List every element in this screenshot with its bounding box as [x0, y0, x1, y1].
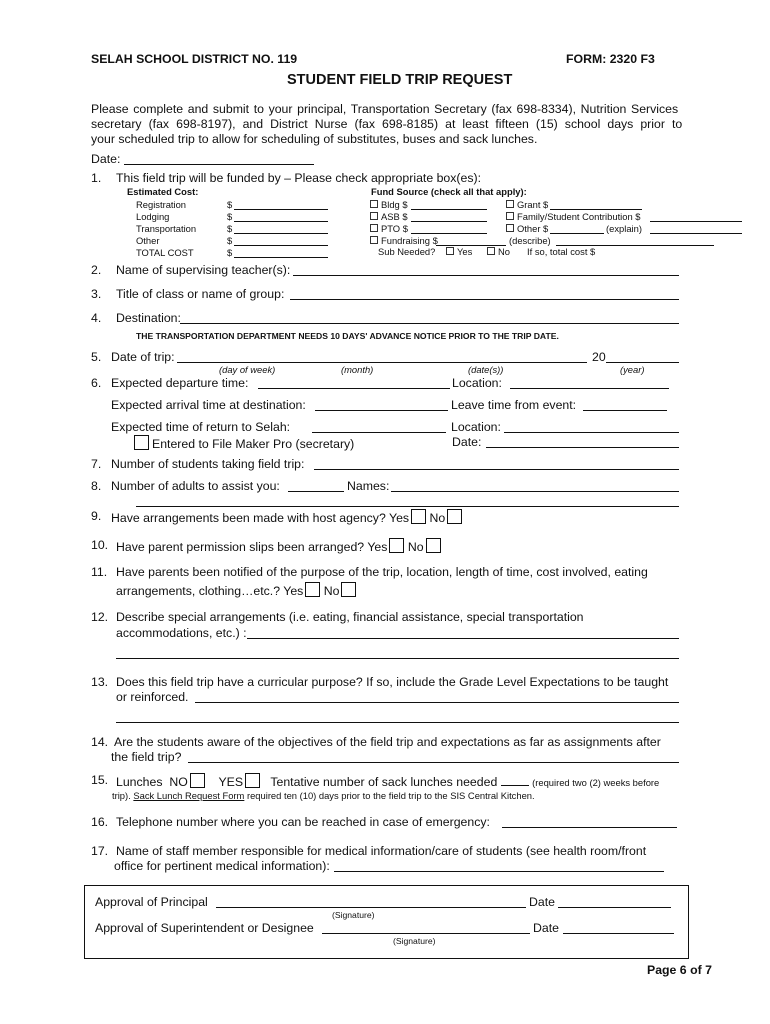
- q16-number: 16.: [91, 815, 109, 829]
- return-location-label: Location:: [451, 420, 501, 434]
- q11-no-checkbox[interactable]: [341, 582, 356, 597]
- superintendent-date-label: Date: [533, 921, 559, 935]
- checkbox-icon[interactable]: [134, 435, 149, 450]
- q7-text: Number of students taking field trip:: [111, 457, 305, 471]
- describe-label: (describe): [509, 235, 551, 246]
- q9-no-checkbox[interactable]: [447, 509, 462, 524]
- q9-text: Have arrangements been made with host agency?: [111, 511, 386, 525]
- q11-line-1: Have parents been notified of the purpose of the trip, location, length of time, cost involved, eating: [116, 565, 648, 579]
- q10-no-label: No: [407, 540, 424, 554]
- fund-header: Fund Source (check all that apply):: [371, 186, 527, 197]
- registration-cost-field[interactable]: [234, 209, 328, 210]
- checkbox-icon[interactable]: [370, 224, 378, 232]
- principal-date-label: Date: [529, 895, 555, 909]
- pto-amount-field[interactable]: [411, 233, 487, 234]
- cost-header: Estimated Cost:: [127, 186, 199, 197]
- lunches-yes-label: YES: [218, 775, 244, 789]
- checkbox-icon[interactable]: [446, 247, 454, 255]
- principal-date-field[interactable]: [558, 907, 671, 908]
- q1-text: This field trip will be funded by – Please check appropriate box(es):: [116, 171, 481, 185]
- sub-total-cost-label: If so, total cost $: [527, 246, 596, 257]
- q2-number: 2.: [91, 263, 102, 277]
- form-number: FORM: 2320 F3: [566, 52, 655, 66]
- trip-year-field[interactable]: [606, 362, 679, 363]
- q1-number: 1.: [91, 171, 102, 185]
- q10-question: [116, 538, 441, 554]
- q4-number: 4.: [91, 311, 102, 325]
- explain-field[interactable]: [650, 233, 742, 234]
- dates-hint: (date(s)): [468, 364, 504, 375]
- curricular-purpose-field[interactable]: [195, 702, 679, 703]
- return-label: Expected time of return to Selah:: [111, 420, 291, 434]
- q5-number: 5.: [91, 350, 102, 364]
- district-name: SELAH SCHOOL DISTRICT NO. 119: [91, 52, 298, 66]
- principal-signature-hint: (Signature): [332, 910, 375, 920]
- transportation-cost-field[interactable]: [234, 233, 328, 234]
- q9-question: [111, 509, 462, 525]
- q11-yes-checkbox[interactable]: [305, 582, 320, 597]
- q10-yes-checkbox[interactable]: [389, 538, 404, 553]
- q16-text: Telephone number where you can be reached in case of emergency:: [116, 815, 490, 829]
- date-field[interactable]: [124, 164, 314, 165]
- bldg-amount-field[interactable]: [411, 209, 487, 210]
- q14-number: 14.: [91, 735, 109, 749]
- lunches-label: Lunches: [116, 775, 163, 789]
- checkbox-icon[interactable]: [370, 212, 378, 220]
- year-hint: (year): [620, 364, 645, 375]
- intro-line-3: your scheduled trip to allow for scheduling of substitutes, buses and sack lunches.: [91, 132, 538, 146]
- date-label: Date:: [91, 152, 121, 166]
- sack-lunch-form-link[interactable]: Sack Lunch Request Form: [133, 790, 245, 801]
- superintendent-signature-field[interactable]: [322, 933, 530, 934]
- checkbox-icon[interactable]: [487, 247, 495, 255]
- checkbox-icon[interactable]: [506, 224, 514, 232]
- page-title: STUDENT FIELD TRIP REQUEST: [287, 72, 513, 88]
- lunches-yes-checkbox[interactable]: [245, 773, 260, 788]
- special-arrangements-field-2[interactable]: [116, 658, 679, 659]
- arrival-time-field[interactable]: [315, 410, 448, 411]
- superintendent-approval-label: Approval of Superintendent or Designee: [95, 921, 314, 935]
- superintendent-date-field[interactable]: [563, 933, 674, 934]
- q13-number: 13.: [91, 675, 109, 689]
- q11-line-2-row: [116, 582, 356, 598]
- cost-label: Lodging: [136, 211, 170, 222]
- explain-label: (explain): [606, 223, 642, 234]
- checkbox-icon[interactable]: [370, 200, 378, 208]
- leave-time-field[interactable]: [583, 410, 667, 411]
- q7-number: 7.: [91, 457, 102, 471]
- q9-no-label: No: [429, 511, 446, 525]
- q17-number: 17.: [91, 844, 109, 858]
- intro-line-2: secretary (fax 698-8197), and District Nurse (fax 698-8185) at least fifteen (15) school days prior to: [91, 117, 683, 131]
- fund-fundraising[interactable]: Fundraising $: [370, 235, 438, 246]
- year-prefix: 20: [592, 350, 606, 364]
- q6-number: 6.: [91, 376, 102, 390]
- principal-approval-label: Approval of Principal: [95, 895, 208, 909]
- trip-date-field[interactable]: [177, 362, 587, 363]
- cost-label: TOTAL COST: [136, 247, 194, 258]
- q14-line-1: Are the students aware of the objectives of the field trip and expectations as far as assignments after: [114, 735, 661, 749]
- other-cost-field[interactable]: [234, 245, 328, 246]
- fund-pto[interactable]: PTO $: [370, 223, 408, 234]
- q11-no-label: No: [323, 584, 340, 598]
- adult-names-field-2[interactable]: [136, 506, 679, 507]
- location-label: Location:: [452, 376, 502, 390]
- entered-date-label: Date:: [452, 435, 482, 449]
- q11-yes-label: Yes: [283, 584, 304, 598]
- q9-number: 9.: [91, 509, 102, 523]
- q11-line-2: arrangements, clothing…etc.?: [116, 584, 281, 598]
- emergency-phone-field[interactable]: [502, 827, 677, 828]
- principal-signature-field[interactable]: [216, 907, 526, 908]
- dollar-sign: $: [227, 199, 233, 210]
- sub-needed-label: Sub Needed?: [378, 246, 436, 257]
- cost-label: Transportation: [136, 223, 197, 234]
- destination-field[interactable]: [180, 323, 679, 324]
- q15-number: 15.: [91, 773, 109, 787]
- q10-number: 10.: [91, 538, 109, 552]
- return-location-field[interactable]: [504, 432, 679, 433]
- dollar-sign: $: [227, 223, 233, 234]
- q8-number: 8.: [91, 479, 102, 493]
- fund-grant[interactable]: Grant $: [506, 199, 548, 210]
- q3-text: Title of class or name of group:: [116, 287, 285, 301]
- sub-needed-no[interactable]: No: [487, 246, 510, 257]
- q14-line-2: the field trip?: [111, 750, 182, 764]
- q12-number: 12.: [91, 610, 109, 624]
- q10-text: Have parent permission slips been arranged?: [116, 540, 365, 554]
- dollar-sign: $: [227, 235, 233, 246]
- q15-line-2-pre: trip).: [112, 790, 131, 801]
- other-amount-field[interactable]: [550, 233, 604, 234]
- teacher-field[interactable]: [293, 275, 679, 276]
- intro-line-1: Please complete and submit to your principal, Transportation Secretary (fax 698-8334), Nutrition Services: [91, 102, 679, 116]
- departure-location-field[interactable]: [510, 388, 669, 389]
- objectives-field[interactable]: [188, 762, 679, 763]
- transport-notice: THE TRANSPORTATION DEPARTMENT NEEDS 10 DAYS' ADVANCE NOTICE PRIOR TO THE TRIP DATE.: [136, 331, 559, 341]
- dollar-sign: $: [227, 211, 233, 222]
- required-note: (required two (2) weeks before: [532, 777, 660, 788]
- q9-yes-label: Yes: [389, 511, 410, 525]
- adults-count-field[interactable]: [288, 491, 344, 492]
- fund-family[interactable]: Family/Student Contribution $: [506, 211, 641, 222]
- day-of-week-hint: (day of week): [219, 364, 276, 375]
- q3-number: 3.: [91, 287, 102, 301]
- grant-amount-field[interactable]: [550, 209, 642, 210]
- q15-row: [116, 773, 659, 789]
- arrival-label: Expected arrival time at destination:: [111, 398, 306, 412]
- fund-bldg[interactable]: Bldg $: [370, 199, 408, 210]
- page-number: Page 6 of 7: [647, 963, 712, 977]
- cost-label: Registration: [136, 199, 187, 210]
- q13-line-1: Does this field trip have a curricular purpose? If so, include the Grade Level Expectations to be taught: [116, 675, 669, 689]
- q15-line-2: [112, 790, 535, 801]
- medical-staff-field[interactable]: [334, 871, 664, 872]
- lunches-no-checkbox[interactable]: [190, 773, 205, 788]
- checkbox-icon[interactable]: [506, 212, 514, 220]
- cost-label: Other: [136, 235, 160, 246]
- total-cost-field[interactable]: [234, 257, 328, 258]
- q9-yes-checkbox[interactable]: [411, 509, 426, 524]
- q4-text: Destination:: [116, 311, 181, 325]
- lunches-no-label: NO: [169, 775, 188, 789]
- departure-time-field[interactable]: [258, 388, 450, 389]
- lodging-cost-field[interactable]: [234, 221, 328, 222]
- entered-date-field[interactable]: [486, 447, 679, 448]
- q17-line-1: Name of staff member responsible for medical information/care of students (see health room/front: [116, 844, 647, 858]
- q2-text: Name of supervising teacher(s):: [116, 263, 291, 277]
- q11-number: 11.: [91, 565, 108, 579]
- sack-lunch-count-field[interactable]: [501, 774, 529, 786]
- q12-line-2: accommodations, etc.) :: [116, 626, 247, 640]
- leave-label: Leave time from event:: [451, 398, 577, 412]
- names-label: Names:: [347, 479, 390, 493]
- adult-names-field[interactable]: [391, 491, 679, 492]
- family-amount-field[interactable]: [650, 221, 742, 222]
- month-hint: (month): [341, 364, 374, 375]
- special-arrangements-field[interactable]: [247, 638, 679, 639]
- q8-text: Number of adults to assist you:: [111, 479, 280, 493]
- checkbox-icon[interactable]: [370, 236, 378, 244]
- q10-yes-label: Yes: [367, 540, 388, 554]
- q5-text: Date of trip:: [111, 350, 175, 364]
- q10-no-checkbox[interactable]: [426, 538, 441, 553]
- q17-line-2: office for pertinent medical information):: [114, 859, 330, 873]
- curricular-purpose-field-2[interactable]: [116, 722, 679, 723]
- class-group-field[interactable]: [290, 299, 679, 300]
- q12-line-1: Describe special arrangements (i.e. eating, financial assistance, special transportation: [116, 610, 584, 624]
- sub-needed-yes[interactable]: Yes: [446, 246, 472, 257]
- departure-label: Expected departure time:: [111, 376, 249, 390]
- entered-filemaker[interactable]: Entered to File Maker Pro (secretary): [134, 435, 354, 451]
- superintendent-signature-hint: (Signature): [393, 936, 436, 946]
- q15-line-2-post: required ten (10) days prior to the field trip to the SIS Central Kitchen.: [246, 790, 535, 801]
- fund-asb[interactable]: ASB $: [370, 211, 408, 222]
- fund-other[interactable]: Other $: [506, 223, 548, 234]
- return-time-field[interactable]: [312, 432, 446, 433]
- tentative-label: Tentative number of sack lunches needed: [270, 775, 498, 789]
- dollar-sign: $: [227, 247, 233, 258]
- students-count-field[interactable]: [314, 469, 679, 470]
- asb-amount-field[interactable]: [411, 221, 487, 222]
- q13-line-2: or reinforced.: [116, 690, 189, 704]
- checkbox-icon[interactable]: [506, 200, 514, 208]
